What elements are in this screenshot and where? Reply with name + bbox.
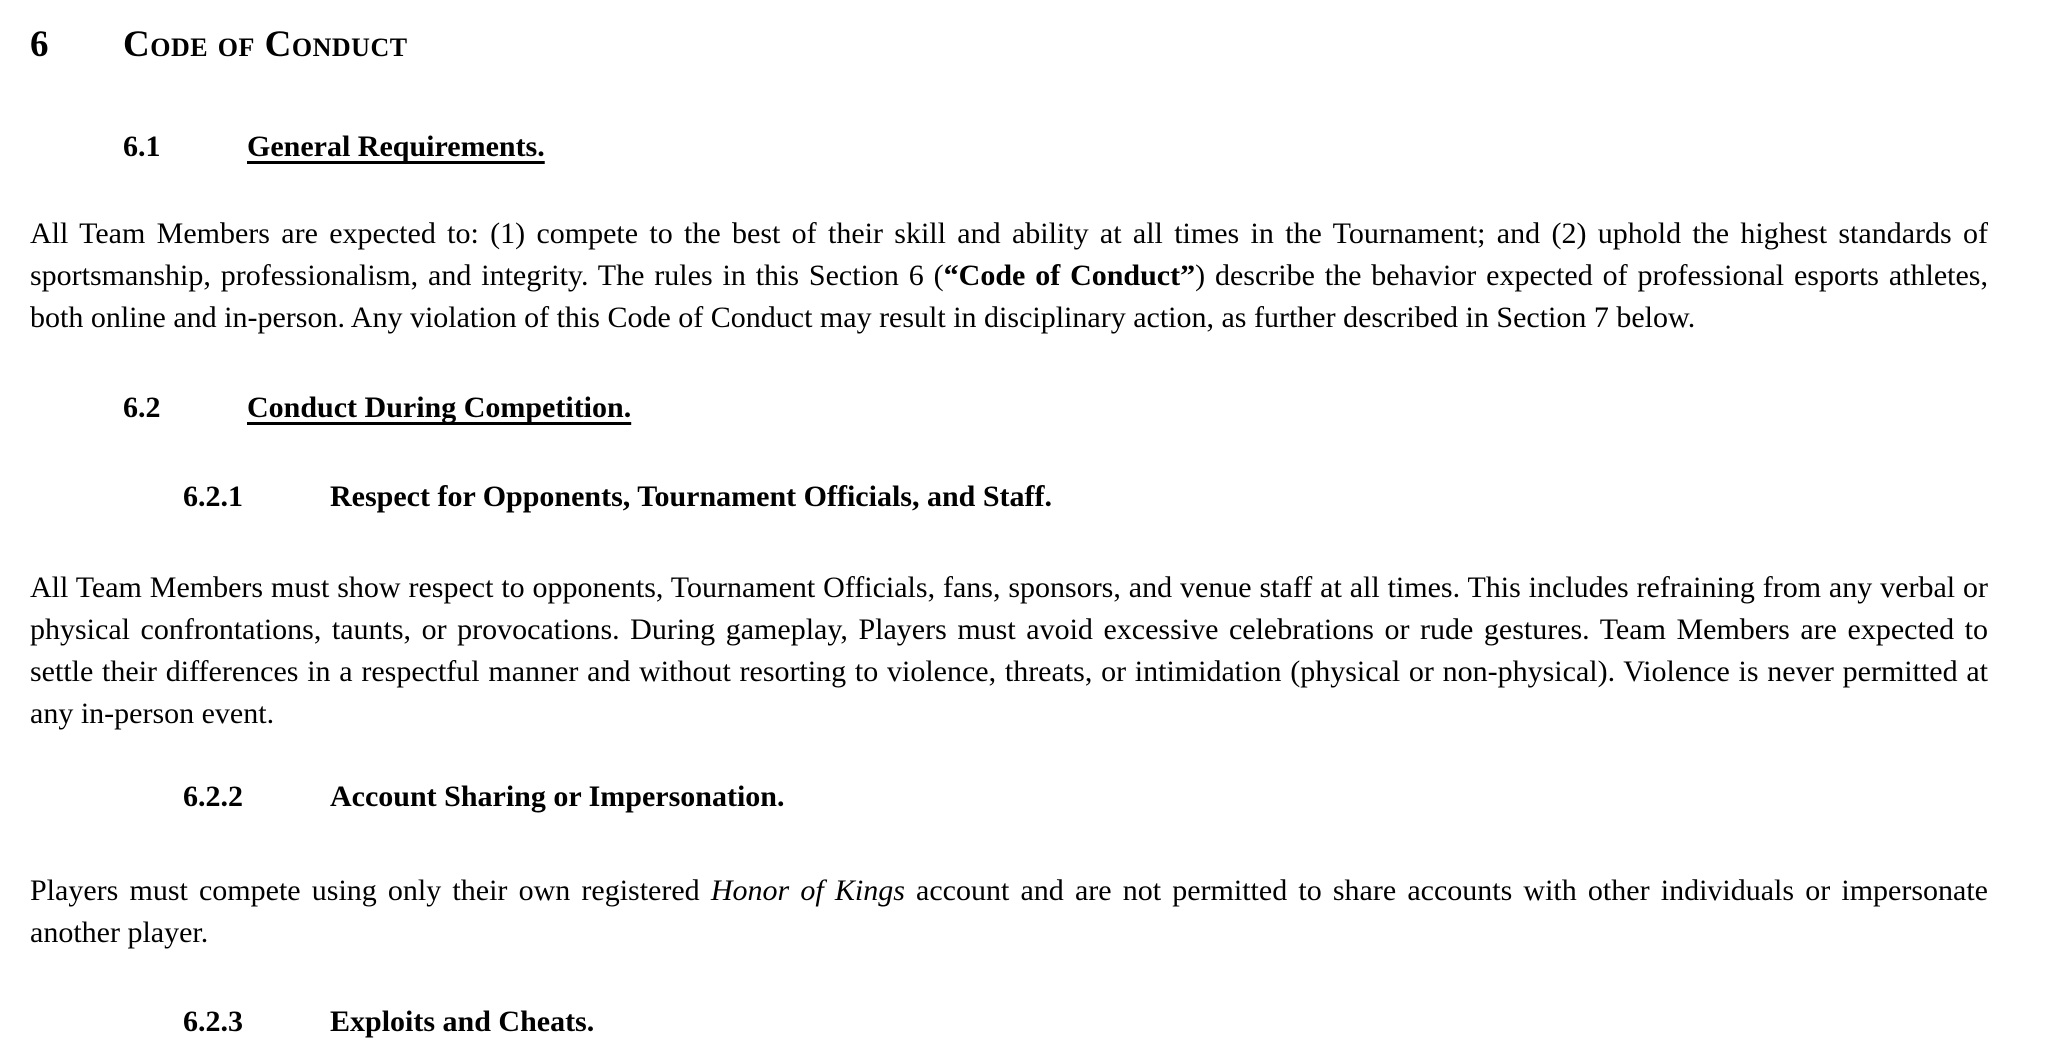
subsubsection-title: Respect for Opponents, Tournament Officials, and Staff. [330,480,1052,513]
subsubsection-heading-6-2-3 [30,1001,1988,1043]
subsubsection-title: Exploits and Cheats. [330,1005,595,1038]
subsection-title: General Requirements. [247,130,545,163]
subsection-number: 6.2 [123,391,161,424]
subsubsection-title: Account Sharing or Impersonation. [330,780,785,813]
paragraph-general-requirements: All Team Members are expected to: (1) compete to the best of their skill and ability at all times in the Tournament; and (2) uphold the highest standards of sportsmanship, professionalism, and integrity. The rules in this Section 6 (“Code of Conduct”) describe the behavior expected of professional esports athletes, both online and in-person. Any violation of this Code of Conduct may result in disciplinary action, as further described in Section 7 below. [30,217,1988,334]
subsection-heading-6-2 [30,387,1988,429]
subsubsection-heading-6-2-2 [30,776,1988,818]
subsubsection-number: 6.2.3 [183,1005,243,1038]
subsection-number: 6.1 [123,130,161,163]
subsection-heading-6-1 [30,126,1988,168]
subsubsection-number: 6.2.2 [183,780,243,813]
subsubsection-heading-6-2-1 [30,476,1988,518]
section-title: Code of Conduct [123,24,408,65]
section-heading-6 [30,22,1988,68]
section-number: 6 [30,24,49,65]
subsection-title: Conduct During Competition. [247,391,632,424]
paragraph-account-sharing: Players must compete using only their own registered Honor of Kings account and are not permitted to share accounts with other individuals or impersonate another player. [30,874,1988,949]
subsubsection-number: 6.2.1 [183,480,243,513]
paragraph-respect: All Team Members must show respect to opponents, Tournament Officials, fans, sponsors, and venue staff at all times. This includes refraining from any verbal or physical confrontations, taunts, or provocations. During gameplay, Players must avoid excessive celebrations or rude gestures. Team Members are expected to settle their differences in a respectful manner and without resorting to violence, threats, or intimidation (physical or non-physical). Violence is never permitted at any in-person event. [30,571,1988,730]
